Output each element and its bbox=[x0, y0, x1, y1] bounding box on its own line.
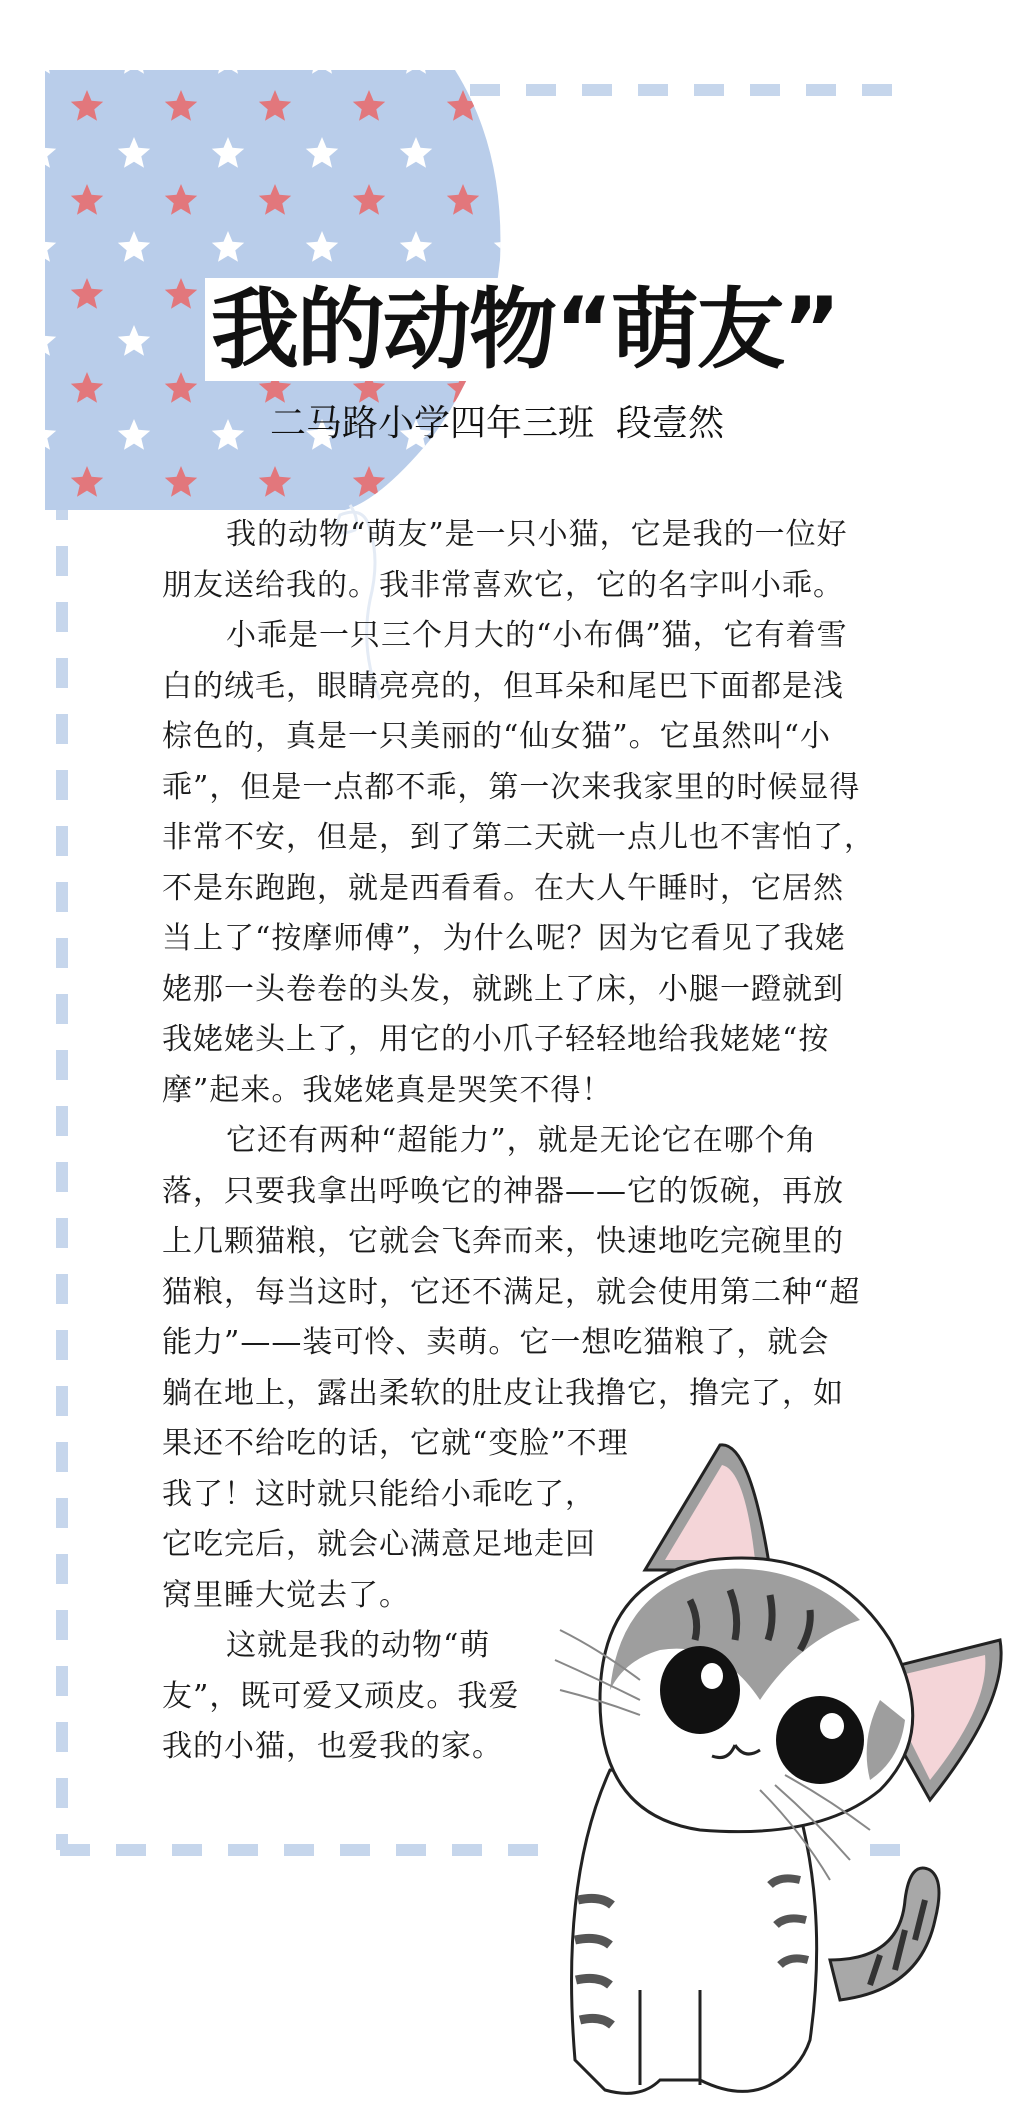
article-title bbox=[205, 280, 845, 380]
article-line: 我姥姥头上了，用它的小爪子轻轻地给我姥姥“按 bbox=[162, 1022, 830, 1057]
star-icon bbox=[24, 43, 56, 74]
article-line: 躺在地上，露出柔软的肚皮让我撸它，撸完了，如 bbox=[162, 1375, 844, 1411]
article-line: 果还不给吃的话，它就“变脸”不理 bbox=[162, 1426, 629, 1461]
article-line: 它还有两种“超能力”，就是无论它在哪个角 bbox=[226, 1123, 817, 1158]
article-line: 窝里睡大觉去了。 bbox=[162, 1577, 410, 1613]
article-line: 我了！这时就只能给小乖吃了， bbox=[162, 1476, 596, 1512]
star-icon bbox=[118, 513, 150, 544]
article-line: 友”，既可爱又顽皮。我爱 bbox=[162, 1678, 520, 1714]
star-icon bbox=[24, 513, 56, 544]
article-line: 非常不安，但是，到了第二天就一点儿也不害怕了， bbox=[162, 820, 875, 855]
author-name: 段壹然 bbox=[616, 403, 725, 444]
kitten-illustration bbox=[555, 1445, 1001, 2094]
star-icon bbox=[494, 43, 526, 74]
star-icon bbox=[118, 43, 150, 74]
article-line: 摩”起来。我姥姥真是哭笑不得！ bbox=[162, 1072, 613, 1108]
article-line: 这就是我的动物“萌 bbox=[226, 1628, 491, 1663]
article-line: 我的动物“萌友”是一只小猫，它是我的一位好 bbox=[226, 517, 848, 552]
article-title-text: 我的动物“萌友” bbox=[205, 278, 845, 381]
star-icon bbox=[306, 43, 338, 74]
author-line bbox=[270, 402, 724, 446]
article-line: 小乖是一只三个月大的“小布偶”猫，它有着雪 bbox=[226, 618, 848, 653]
article-line: 我的小猫，也爱我的家。 bbox=[162, 1729, 503, 1764]
article-line: 朋友送给我的。我非常喜欢它，它的名字叫小乖。 bbox=[162, 567, 844, 603]
article-line: 猫粮，每当这时，它还不满足，就会使用第二种“超 bbox=[162, 1274, 861, 1310]
article-line: 能力”——装可怜、卖萌。它一想吃猫粮了，就会 bbox=[162, 1325, 830, 1360]
article-line: 不是东跑跑，就是西看看。在大人午睡时，它居然 bbox=[162, 870, 844, 906]
author-school-class: 二马路小学四年三班 bbox=[270, 403, 595, 444]
article-line: 上几颗猫粮，它就会飞奔而来，快速地吃完碗里的 bbox=[162, 1224, 844, 1259]
article-line: 当上了“按摩师傅”，为什么呢？因为它看见了我姥 bbox=[162, 921, 846, 956]
star-icon bbox=[447, 466, 479, 497]
article-line: 姥那一头卷卷的头发，就跳上了床，小腿一蹬就到 bbox=[162, 971, 844, 1007]
star-icon bbox=[400, 43, 432, 74]
article-line: 它吃完后，就会心满意足地走回 bbox=[162, 1527, 596, 1562]
article-line: 落，只要我拿出呼唤它的神器——它的饭碗，再放 bbox=[162, 1173, 844, 1209]
article-line: 白的绒毛，眼睛亮亮的，但耳朵和尾巴下面都是浅 bbox=[162, 668, 844, 704]
article-line: 乖”，但是一点都不乖，第一次来我家里的时候显得 bbox=[162, 769, 861, 805]
star-icon bbox=[212, 43, 244, 74]
star-icon bbox=[494, 137, 526, 168]
article-line: 棕色的，真是一只美丽的“仙女猫”。它虽然叫“小 bbox=[162, 719, 832, 754]
